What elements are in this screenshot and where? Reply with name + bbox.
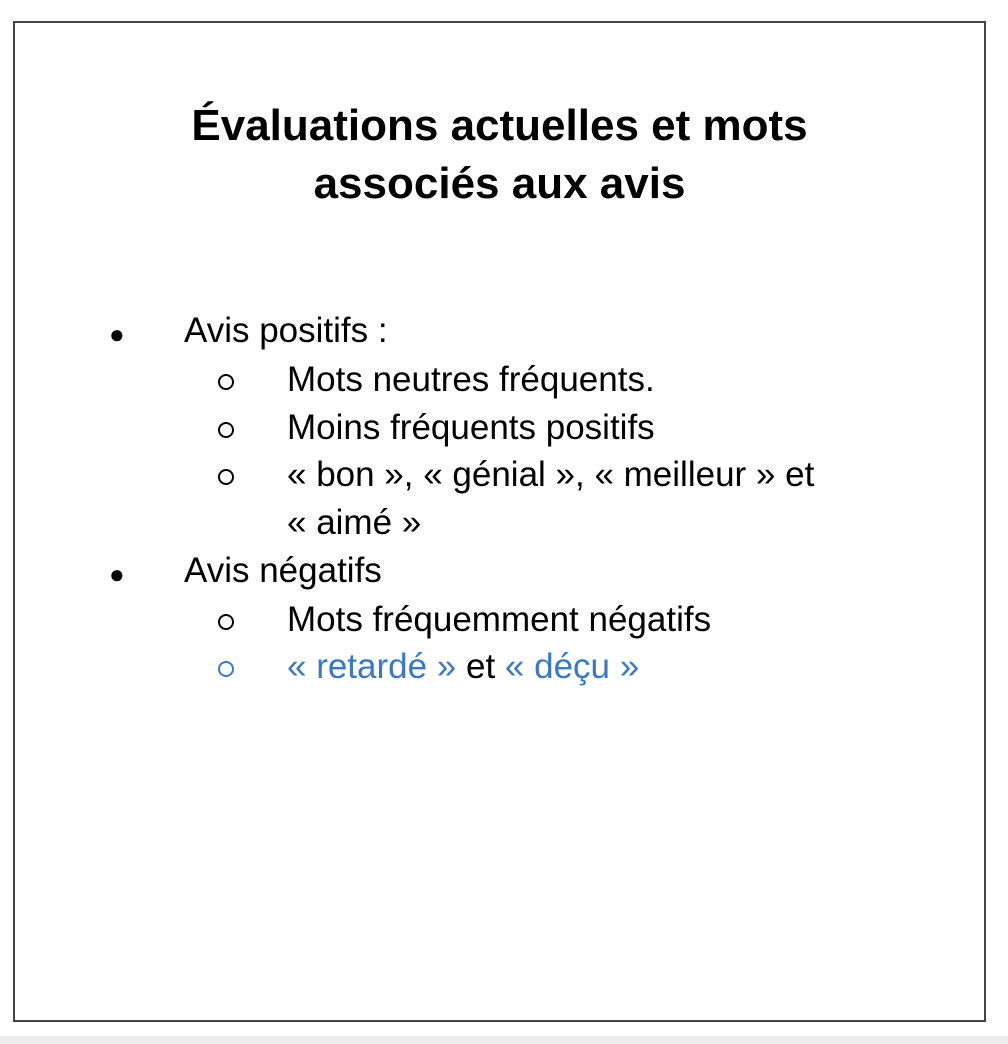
hollow-bullet-icon [218,422,234,438]
negative-reviews-heading: Avis négatifs [184,551,382,590]
positive-item-3-continued: « aimé » [287,503,422,542]
negative-item-1: Mots fréquemment négatifs [287,600,712,639]
negative-item-2 [287,643,639,691]
negative-word-decu: « déçu » [504,647,640,686]
positive-item-3: « bon », « génial », « meilleur » et [287,455,815,494]
slide-title [15,97,984,213]
filled-bullet-icon: ● [109,319,125,349]
positive-item-2: Moins fréquents positifs [287,408,655,447]
slide-title-line-1: Évaluations actuelles et mots [191,101,808,150]
hollow-bullet-icon [218,374,234,390]
negative-word-retarde: « retardé » [287,647,457,686]
slide-frame [13,21,986,1022]
negative-connector: et [456,647,505,686]
hollow-bullet-icon [218,469,234,485]
hollow-bullet-icon [218,661,234,677]
bottom-divider [0,1036,1008,1044]
slide-title-line-2: associés aux avis [313,159,686,208]
hollow-bullet-icon [218,614,234,630]
positive-item-1: Mots neutres fréquents. [287,360,655,399]
positive-reviews-heading: Avis positifs : [184,311,388,350]
filled-bullet-icon: ● [109,559,125,589]
